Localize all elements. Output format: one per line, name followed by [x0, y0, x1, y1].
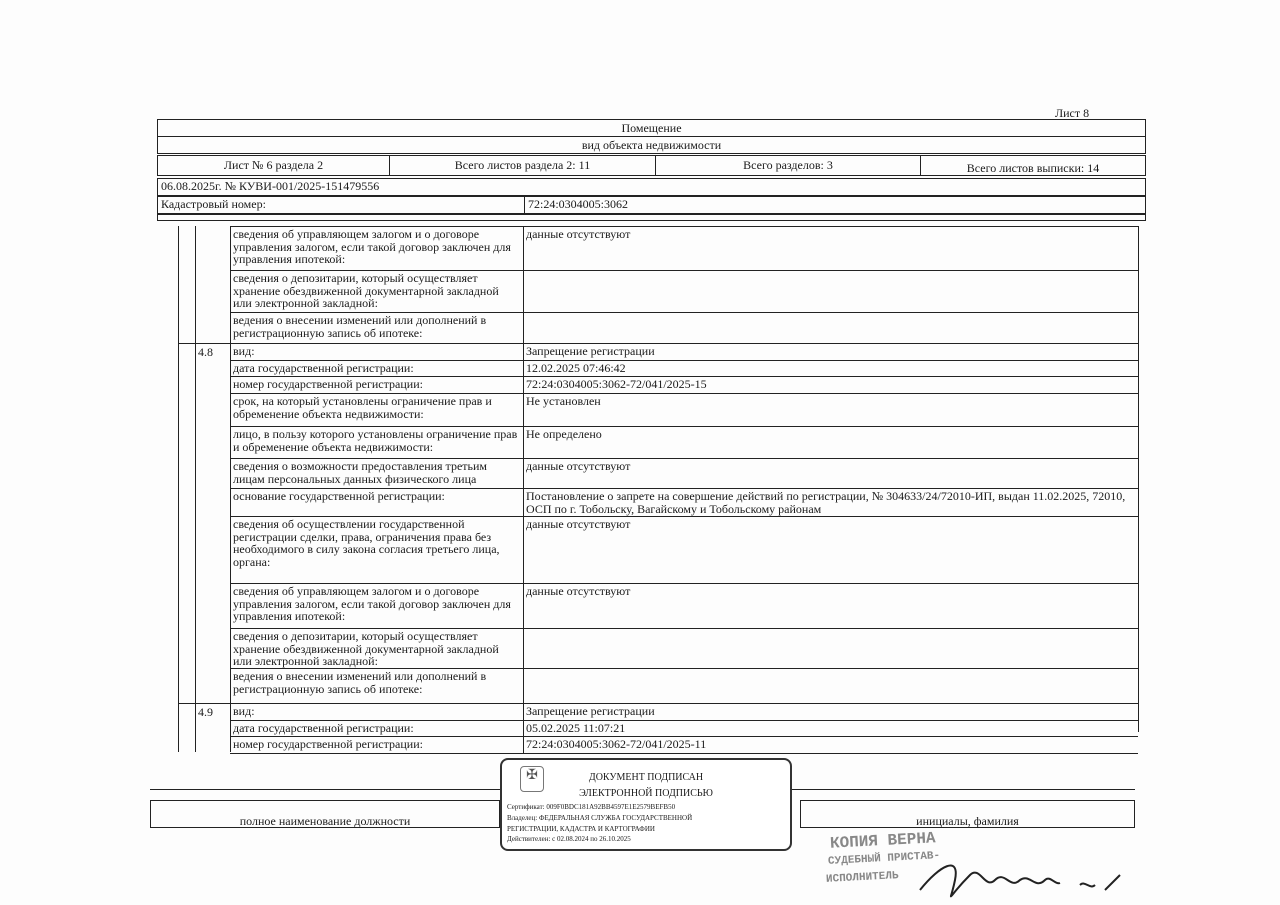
- row-label: дата государственной регистрации:: [230, 361, 524, 376]
- table-row: [230, 361, 1138, 377]
- row-value: [524, 271, 1138, 312]
- copy-stamp-line1: КОПИЯ ВЕРНА: [829, 829, 937, 853]
- row-value: данные отсутствуют: [526, 517, 631, 531]
- row-value: [524, 313, 1138, 343]
- row-label: сведения об управляющем залогом и о договоре управления залогом, если такой договор заключен для управления ипотекой:: [230, 584, 524, 628]
- object-title: Помещение: [157, 119, 1146, 137]
- table-row: [230, 227, 1138, 271]
- table-row: [230, 704, 1138, 721]
- row-label: сведения об осуществлении государственной регистрации сделки, права, ограничения права без необходимого в силу закона согласия третьего лица, органа:: [230, 517, 524, 583]
- copy-stamp-line2: СУДЕБНЫЙ ПРИСТАВ-: [827, 850, 941, 868]
- row-value: Запрещение регистрации: [526, 344, 655, 358]
- table-row: [230, 377, 1138, 394]
- row-value: данные отсутствуют: [526, 227, 631, 241]
- row-value: Постановление о запрете на совершение действий по регистрации, № 304633/24/72010-ИП, выдан 11.02.2025, 72010, ОСП по г. Тобольску, Вагайскому и Тобольскому районам: [526, 489, 1126, 516]
- esign-validity: Действителен: с 02.08.2024 по 26.10.2025: [507, 835, 631, 843]
- esign-line1: ДОКУМЕНТ ПОДПИСАН: [588, 772, 704, 783]
- row-label: сведения об управляющем залогом и о договоре управления залогом, если такой договор заключен для управления ипотекой:: [230, 227, 524, 270]
- row-value: [524, 669, 1138, 703]
- row-value: 05.02.2025 11:07:21: [526, 721, 626, 735]
- table-row: [230, 517, 1138, 584]
- footer-initials: инициалы, фамилия: [800, 800, 1135, 828]
- table-row: [230, 313, 1138, 344]
- row-label: сведения о возможности предоставления третьим лицам персональных данных физического лица: [230, 459, 524, 488]
- handwritten-signature: [900, 845, 1130, 905]
- row-label: сведения о депозитарии, который осуществляет хранение обездвиженной документарной закладной или электронной закладной:: [230, 271, 524, 312]
- item-number: 4.8: [198, 345, 213, 359]
- row-value: данные отсутствуют: [526, 459, 631, 473]
- table-row: [230, 344, 1138, 361]
- row-value: 72:24:0304005:3062-72/041/2025-15: [526, 377, 707, 391]
- emblem-icon: ✠: [520, 766, 544, 792]
- esign-certificate: Сертификат: 009F0BDC181A92BB4597E1E2579BEFB50: [507, 803, 676, 811]
- row-value: Не установлен: [526, 394, 601, 408]
- row-label: дата государственной регистрации:: [230, 721, 524, 736]
- column-divider: [1138, 226, 1139, 732]
- header-row: [157, 155, 1146, 176]
- table-row: [230, 459, 1138, 489]
- document-reference: 06.08.2025г. № КУВИ-001/2025-151479556: [157, 178, 1146, 196]
- table-row: [230, 489, 1138, 517]
- row-label: ведения о внесении изменений или дополнений в регистрационную запись об ипотеке:: [230, 313, 524, 343]
- table-row: [230, 394, 1138, 427]
- row-value: Запрещение регистрации: [526, 704, 655, 718]
- row-label: срок, на который установлены ограничение прав и обременение объекта недвижимости:: [230, 394, 524, 426]
- sections-count: Всего разделов: 3: [656, 156, 921, 175]
- row-divider: [178, 703, 230, 704]
- row-value: 72:24:0304005:3062-72/041/2025-11: [526, 737, 707, 751]
- row-value: [524, 629, 1138, 668]
- row-label: вид:: [230, 704, 524, 720]
- table-row: [230, 629, 1138, 669]
- cadastral-number: 72:24:0304005:3062: [528, 197, 629, 211]
- section-sheets: Всего листов раздела 2: 11: [390, 156, 656, 175]
- table-row: [230, 584, 1138, 629]
- row-label: основание государственной регистрации:: [230, 489, 524, 516]
- row-value: Не определено: [526, 427, 602, 441]
- column-divider: [195, 226, 196, 752]
- table-row: [230, 427, 1138, 459]
- row-divider: [178, 343, 230, 344]
- table-row: [230, 737, 1138, 754]
- table-row: [230, 669, 1138, 704]
- row-label: вид:: [230, 344, 524, 360]
- row-value: 12.02.2025 07:46:42: [526, 361, 626, 375]
- row-label: номер государственной регистрации:: [230, 737, 524, 753]
- table-row: [230, 271, 1138, 313]
- row-label: лицо, в пользу которого установлены ограничение прав и обременение объекта недвижимости:: [230, 427, 524, 458]
- row-label: номер государственной регистрации:: [230, 377, 524, 393]
- item-number: 4.9: [198, 705, 213, 719]
- footer-position: полное наименование должности: [150, 800, 500, 828]
- table-row: [230, 721, 1138, 737]
- esign-owner2: РЕГИСТРАЦИИ, КАДАСТРА И КАРТОГРАФИИ: [507, 825, 655, 833]
- esign-owner: Владелец: ФЕДЕРАЛЬНАЯ СЛУЖБА ГОСУДАРСТВЕННОЙ: [507, 814, 693, 822]
- electronic-signature-stamp: [500, 758, 792, 851]
- total-sheets: Всего листов выписки: 14: [966, 161, 1100, 175]
- copy-stamp-line3: ИСПОЛНИТЕЛЬ: [825, 870, 899, 886]
- row-label: ведения о внесении изменений или дополнений в регистрационную запись об ипотеке:: [230, 669, 524, 703]
- sheet-no: Лист № 6 раздела 2: [158, 156, 390, 175]
- object-caption: вид объекта недвижимости: [157, 136, 1146, 154]
- cadastral-label: Кадастровый номер:: [158, 197, 525, 213]
- row-value: данные отсутствуют: [526, 584, 631, 598]
- row-label: сведения о депозитарии, который осуществляет хранение обездвиженной документарной закладной или электронной закладной:: [230, 629, 524, 668]
- esign-line2: ЭЛЕКТРОННОЙ ПОДПИСЬЮ: [579, 788, 713, 799]
- sheet-number: Лист 8: [1055, 106, 1090, 120]
- spacer-row: [157, 214, 1146, 221]
- column-divider: [178, 226, 179, 752]
- cadastral-row: [157, 196, 1146, 214]
